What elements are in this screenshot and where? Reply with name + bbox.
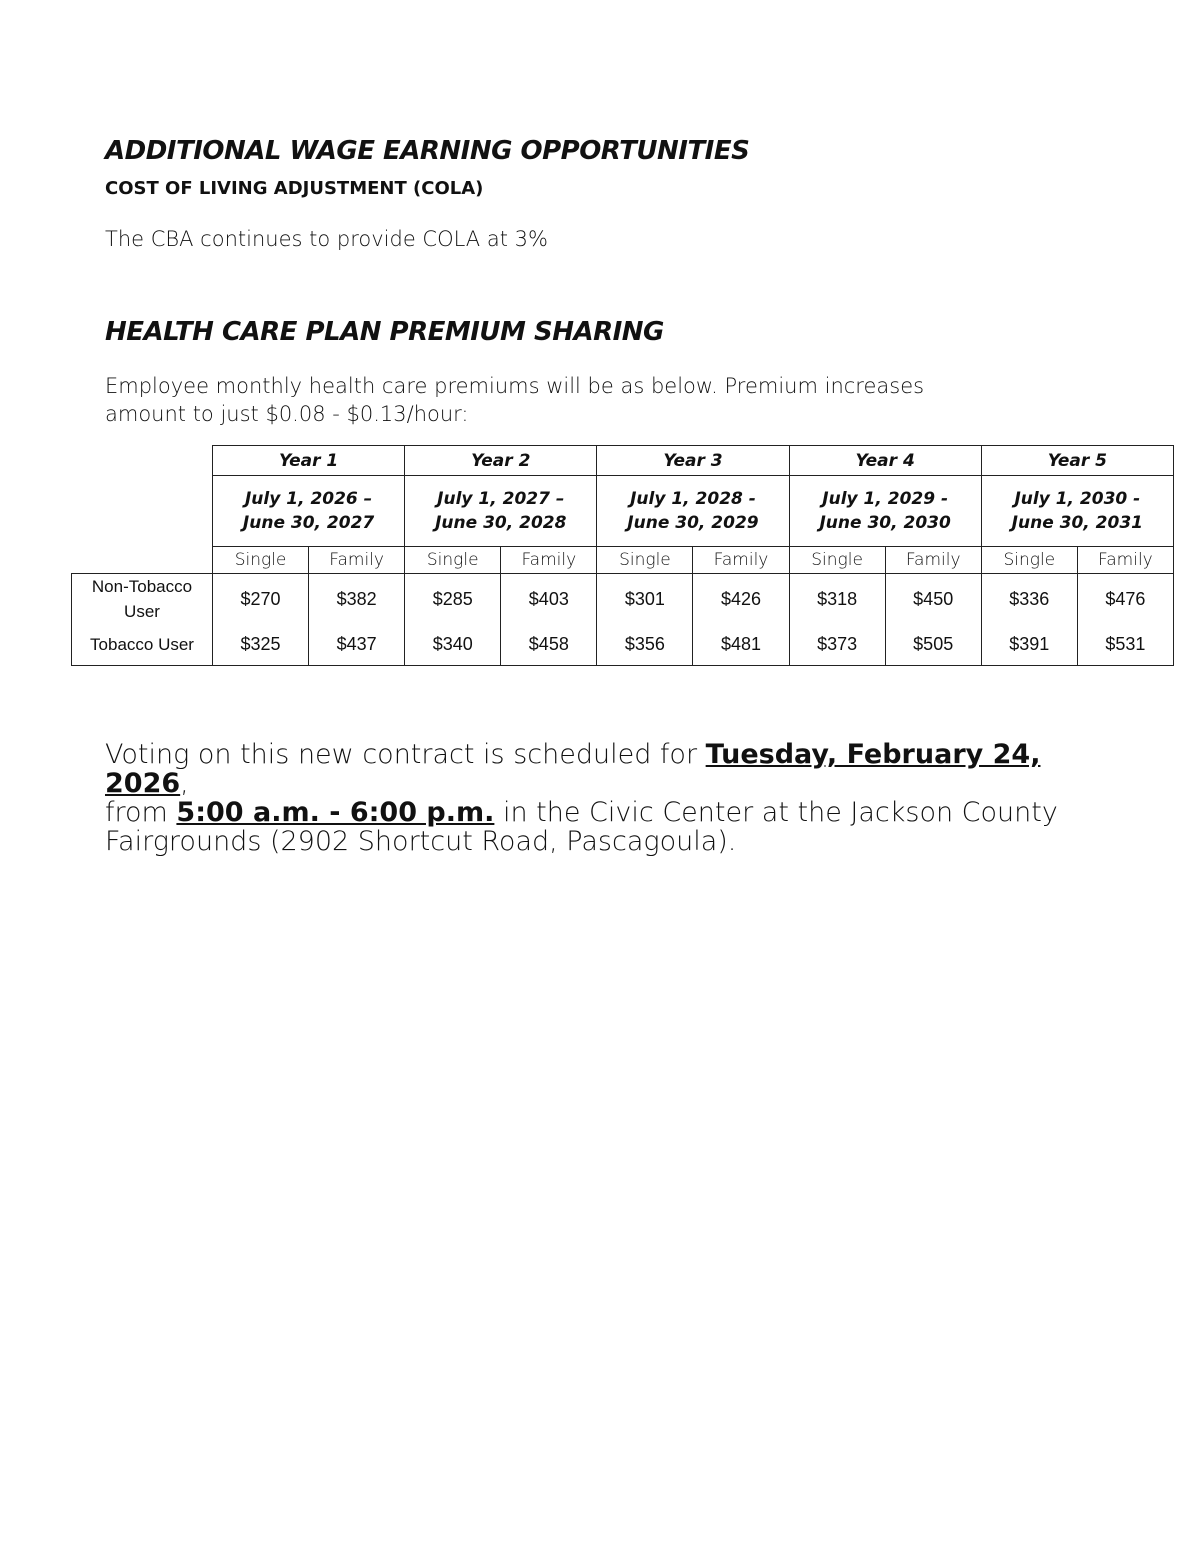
- year-header: Year 3: [597, 446, 789, 476]
- year-header: Year 4: [789, 446, 981, 476]
- vote-time: 5:00 a.m. - 6:00 p.m.: [176, 797, 495, 828]
- premium-cell: $426: [693, 574, 789, 625]
- year-date-range: [789, 476, 981, 547]
- vote-location: in the Civic Center at the Jackson County Fairgrounds (2902 Shortcut Road, Pascagoula).: [105, 797, 1058, 857]
- section-title-health: HEALTH CARE PLAN PREMIUM SHARING: [105, 317, 664, 347]
- date-from: July 1, 2029 -: [822, 489, 949, 509]
- date-to: June 30, 2030: [819, 513, 951, 533]
- health-text-line1: Employee monthly health care premiums will be as below. Premium increases: [105, 374, 925, 398]
- premium-table: [71, 445, 1174, 666]
- table-row: [72, 574, 1174, 625]
- premium-cell: $270: [213, 574, 309, 625]
- single-header: Single: [981, 547, 1077, 574]
- cola-text: The CBA continues to provide COLA at 3%: [105, 227, 548, 251]
- table-row: [72, 624, 1174, 666]
- section-subtitle-cola: COST OF LIVING ADJUSTMENT (COLA): [105, 178, 484, 199]
- premium-cell: $356: [597, 624, 693, 666]
- premium-cell: $450: [885, 574, 981, 625]
- single-header: Single: [405, 547, 501, 574]
- date-to: June 30, 2028: [435, 513, 567, 533]
- empty-cell: [72, 446, 213, 476]
- single-header: Single: [213, 547, 309, 574]
- premium-cell: $340: [405, 624, 501, 666]
- year-header: Year 5: [981, 446, 1173, 476]
- voting-notice: [105, 740, 1105, 856]
- vote-text-pre: Voting on this new contract is scheduled for: [105, 739, 706, 770]
- year-date-range: [981, 476, 1173, 547]
- premium-cell: $505: [885, 624, 981, 666]
- premium-cell: $373: [789, 624, 885, 666]
- date-from: July 1, 2030 -: [1014, 489, 1141, 509]
- vote-text-from: from: [105, 797, 177, 828]
- vote-date: Tuesday, February 24, 2026: [105, 739, 1041, 799]
- family-header: Family: [693, 547, 789, 574]
- premium-cell: $481: [693, 624, 789, 666]
- premium-cell: $336: [981, 574, 1077, 625]
- premium-cell: $531: [1077, 624, 1173, 666]
- family-header: Family: [1077, 547, 1173, 574]
- date-from: July 1, 2026 –: [244, 489, 373, 509]
- health-text-line2: amount to just $0.08 - $0.13/hour:: [105, 402, 469, 426]
- premium-cell: $301: [597, 574, 693, 625]
- premium-cell: $325: [213, 624, 309, 666]
- empty-cell: [72, 476, 213, 547]
- date-to: June 30, 2029: [627, 513, 759, 533]
- premium-cell: $458: [501, 624, 597, 666]
- premium-cell: $285: [405, 574, 501, 625]
- premium-cell: $391: [981, 624, 1077, 666]
- row-label: Tobacco User: [72, 624, 213, 666]
- premium-cell: $382: [309, 574, 405, 625]
- year-date-range: [597, 476, 789, 547]
- date-to: June 30, 2031: [1011, 513, 1143, 533]
- family-header: Family: [309, 547, 405, 574]
- single-header: Single: [789, 547, 885, 574]
- premium-cell: $318: [789, 574, 885, 625]
- premium-cell: $437: [309, 624, 405, 666]
- year-header: Year 2: [405, 446, 597, 476]
- date-from: July 1, 2027 –: [437, 489, 565, 509]
- date-to: June 30, 2027: [242, 513, 375, 533]
- date-from: July 1, 2028 -: [630, 489, 756, 509]
- single-header: Single: [597, 547, 693, 574]
- section-title-wages: ADDITIONAL WAGE EARNING OPPORTUNITIES: [105, 136, 750, 166]
- premium-cell: $476: [1077, 574, 1173, 625]
- health-text: [105, 372, 924, 428]
- empty-cell: [72, 547, 213, 574]
- year-header: Year 1: [213, 446, 405, 476]
- premium-cell: $403: [501, 574, 597, 625]
- vote-comma: ,: [180, 768, 189, 799]
- year-date-range: [213, 476, 405, 547]
- family-header: Family: [885, 547, 981, 574]
- row-label: Non-Tobacco User: [72, 574, 213, 625]
- year-date-range: [405, 476, 597, 547]
- family-header: Family: [501, 547, 597, 574]
